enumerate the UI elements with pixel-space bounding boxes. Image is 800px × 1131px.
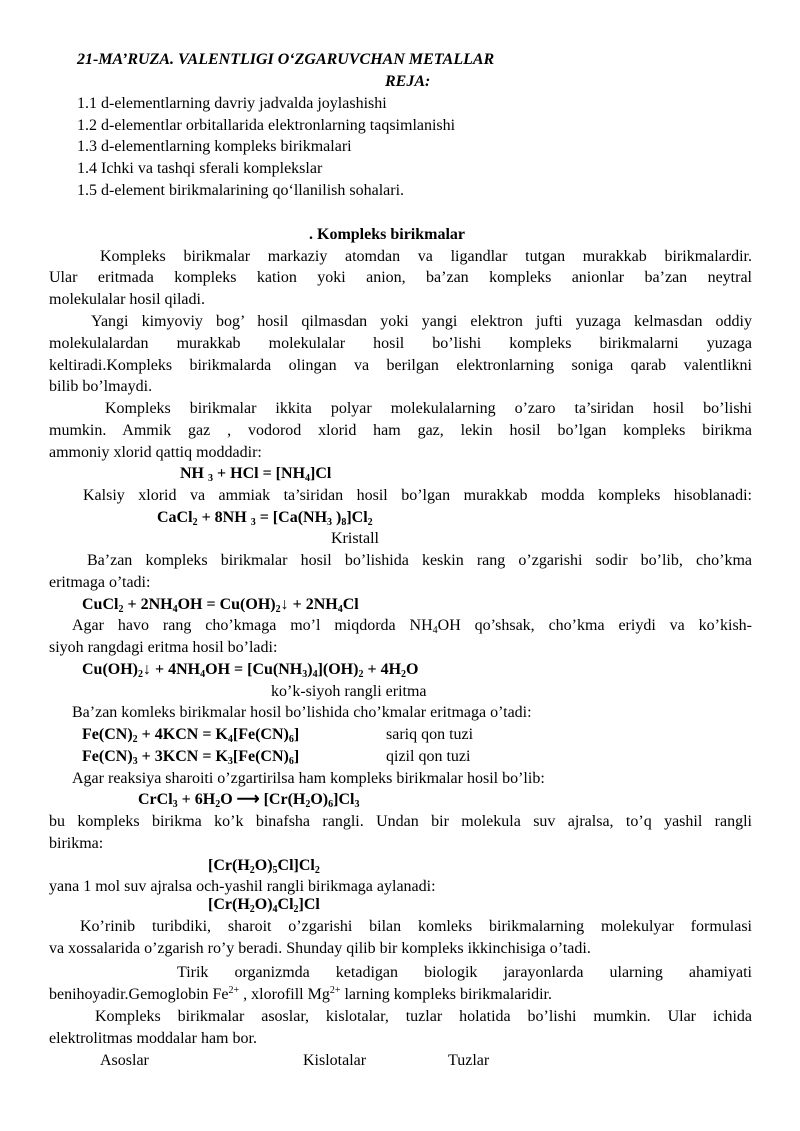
- plan-heading: REJA:: [385, 73, 431, 90]
- product-label: ko’k-siyoh rangli eritma: [271, 683, 427, 700]
- paragraph-line: ammoniy xlorid qattiq moddadir:: [49, 444, 262, 461]
- equation-nh4cl: NH $_3$ + HCl = $[NH_4]Cl$: [180, 465, 332, 484]
- plan-item: 1.5 d-element birikmalarining qo‘llanilish sohalari.: [77, 182, 405, 199]
- paragraph-line: elektrolitmas moddalar ham bor.: [49, 1030, 257, 1047]
- paragraph-line: Kompleks birikmalar ikkita polyar molekulalarning o’zaro ta’siridan hosil bo’lishi: [105, 400, 752, 417]
- paragraph-line: Ko’rinib turibdiki, sharoit o’zgarishi bilan komleks birikmalarning molekulyar formulasi: [80, 918, 752, 935]
- product-label: sariq qon tuzi: [386, 726, 474, 743]
- column-heading-salts: Tuzlar: [448, 1052, 490, 1069]
- paragraph-line: Tirik organizmda ketadigan biologik jarayonlarda ularning ahamiyati: [177, 964, 752, 981]
- paragraph-line: bilib bo’lmaydi.: [49, 378, 153, 395]
- paragraph-line: Kompleks birikmalar asoslar, kislotalar, tuzlar holatida bo’lishi mumkin. Ular ichida: [95, 1008, 752, 1025]
- equation-cuoh2: CuCl$_2$ + $2NH_4OH$ = $Cu(OH)_2↓ + 2NH_4Cl$: [82, 596, 359, 615]
- paragraph-line: siyoh rangdagi eritma hosil bo’ladi:: [49, 639, 278, 656]
- plan-item: 1.1 d-elementlarning davriy jadvalda joylashishi: [77, 95, 387, 112]
- paragraph-line: Kompleks birikmalar markaziy atomdan va ligandlar tutgan murakkab birikmalardir.: [100, 248, 752, 265]
- lecture-title: 21-MA’RUZA. VALENTLIGI O‘ZGARUVCHAN METALLAR: [77, 51, 495, 68]
- paragraph-line: Ba’zan kompleks birikmalar hosil bo’lishida keskin rang o’zgarishi sodir bo’lib, cho’kma: [87, 552, 752, 569]
- column-heading-bases: Asoslar: [100, 1052, 149, 1069]
- column-heading-acids: Kislotalar: [303, 1052, 367, 1069]
- product-label: qizil qon tuzi: [386, 748, 471, 765]
- equation-chromium: CrCl$_3$ + $6H_2O$ ⟶ $[Cr(H_2O)_6]Cl_3$: [138, 791, 360, 810]
- paragraph-line: birikma:: [49, 835, 104, 852]
- formula-tetraaqua: $[Cr(H_2O)_4Cl_2]Cl$: [208, 896, 320, 915]
- paragraph-line: Kalsiy xlorid va ammiak ta’siridan hosil bo’lgan murakkab modda kompleks hisoblanadi:: [83, 487, 752, 504]
- formula-pentaaqua: $[Cr(H_2O)_5Cl]Cl_2$: [208, 857, 320, 876]
- equation-ferricyanide: $Fe(CN)_3 + 3KCN = K_3[Fe(CN)_6]$: [82, 748, 300, 767]
- paragraph-line: mumkin. Ammik gaz , vodorod xlorid ham gaz, lekin hosil bo’lgan kompleks birikma: [49, 422, 752, 439]
- paragraph-line: keltiradi.Kompleks birikmalarda olingan va berilgan elektronlarning soniga qarab valentlikni: [49, 357, 752, 374]
- equation-ferrocyanide: $Fe(CN)_2 + 4KCN = K_4[Fe(CN)_6]$: [82, 726, 300, 745]
- plan-item: 1.2 d-elementlar orbitallarida elektronlarning taqsimlanishi: [77, 117, 456, 134]
- paragraph-line: bu kompleks birikma ko’k binafsha rangli. Undan bir molekula suv ajralsa, to’q yashil rangli: [49, 813, 752, 830]
- product-label: Kristall: [331, 530, 379, 547]
- paragraph-line: yana 1 mol suv ajralsa och-yashil rangli birikmaga aylanadi:: [49, 878, 436, 895]
- equation-cacl2: CaCl$_2$ + 8NH $_3 = [Ca(NH_3$ )$_8]Cl_2$: [157, 509, 373, 528]
- section-heading: . Kompleks birikmalar: [309, 226, 466, 243]
- plan-item: 1.4 Ichki va tashqi sferali komplekslar: [77, 160, 323, 177]
- equation-ammine: $Cu(OH)_2↓ + 4NH_4OH = [Cu(NH_3)_4](OH)_2 + 4H_2O$: [82, 661, 419, 680]
- paragraph-line: Ba’zan komleks birikmalar hosil bo’lishida cho’kmalar eritmaga o’tadi:: [72, 704, 532, 721]
- paragraph-line: Ular eritmada kompleks kation yoki anion, ba’zan kompleks anionlar ba’zan neytral: [49, 269, 752, 286]
- paragraph-line: molekulalardan murakkab molekulalar hosil bo’lishi kompleks birikmalarni yuzaga: [49, 335, 752, 352]
- paragraph-line: Agar reaksiya sharoiti o’zgartirilsa ham kompleks birikmalar hosil bo’lib:: [72, 770, 545, 787]
- paragraph-line: va xossalarida o’zgarish ro’y beradi. Shunday qilib bir kompleks ikkinchisiga o’tadi.: [49, 940, 591, 957]
- paragraph-line: eritmaga o’tadi:: [49, 574, 151, 591]
- paragraph-line: Agar havo rang cho’kmaga mo’l miqdorda $NH_4OH$ qo’shsak, cho’kma eriydi va ko’kish-: [72, 617, 752, 636]
- plan-item: 1.3 d-elementlarning kompleks birikmalari: [77, 138, 352, 155]
- paragraph-line: Yangi kimyoviy bog’ hosil qilmasdan yoki yangi elektron jufti yuzaga kelmasdan oddiy: [91, 313, 752, 330]
- paragraph-line: benihoyadir.Gemoglobin $Fe^{2+}$ , xlorofill $Mg^{2+}$ larning kompleks birikmalaridir.: [49, 985, 552, 1003]
- paragraph-line: molekulalar hosil qiladi.: [49, 291, 205, 308]
